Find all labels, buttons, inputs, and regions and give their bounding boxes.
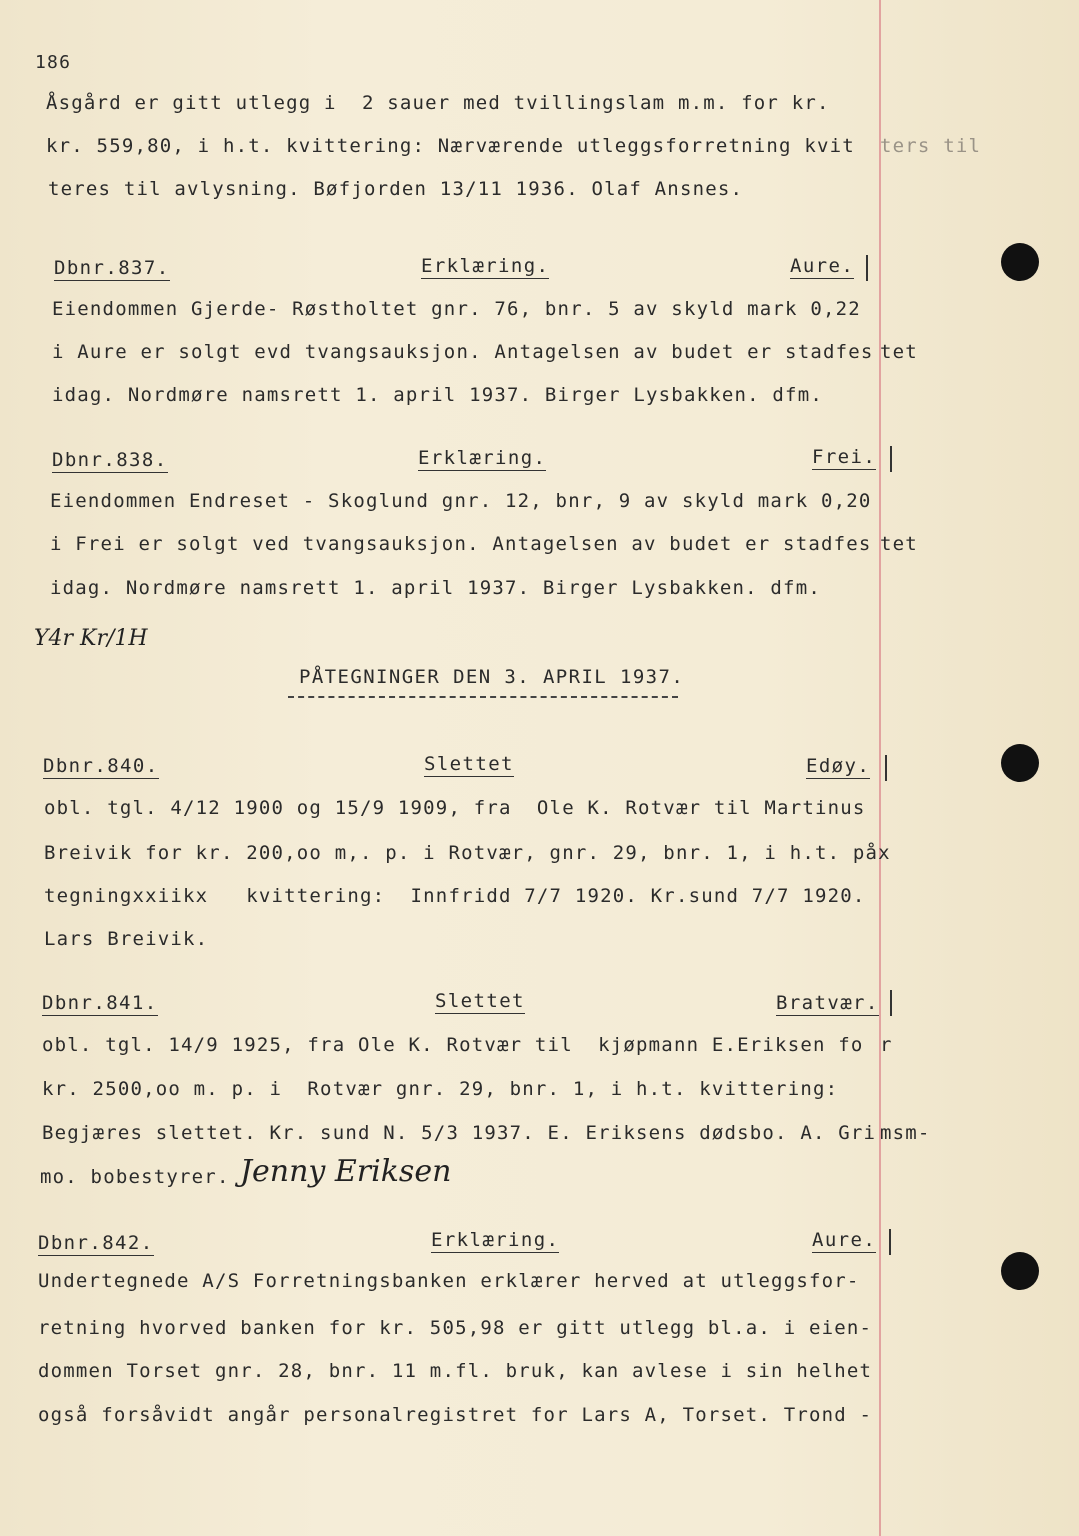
- entry-838-number: Dbnr.838.: [52, 449, 168, 471]
- place-tick: [866, 255, 868, 281]
- entry-838-line-1: Eiendommen Endreset - Skoglund gnr. 12, bnr, 9 av skyld mark 0,20: [50, 490, 872, 512]
- entry-840-line-2: Breivik for kr. 200,oo m,. p. i Rotvær, gnr. 29, bnr. 1, i h.t. påx: [44, 842, 891, 864]
- entry-841-line-4: mo. bobestyrer.: [40, 1166, 230, 1188]
- place-tick: [890, 446, 892, 472]
- entry-841-type: Slettet: [435, 990, 525, 1012]
- entry-842-number: Dbnr.842.: [38, 1232, 154, 1254]
- entry-842-line-3: dommen Torset gnr. 28, bnr. 11 m.fl. bruk, kan avlese i sin helhet: [38, 1360, 873, 1382]
- entry-842-place: Aure.: [812, 1229, 877, 1251]
- entry-838-line-3: idag. Nordmøre namsrett 1. april 1937. Birger Lysbakken. dfm.: [50, 577, 821, 599]
- entry-840-number: Dbnr.840.: [43, 755, 159, 777]
- heading-dashed-rule: [288, 696, 678, 698]
- entry-841-line-2: kr. 2500,oo m. p. i Rotvær gnr. 29, bnr. 1, i h.t. kvittering:: [42, 1078, 839, 1100]
- entry-841-place: Bratvær.: [776, 992, 879, 1014]
- entry-838-place: Frei.: [812, 446, 877, 468]
- entry-842-line-4: også forsåvidt angår personalregistret for Lars A, Torset. Trond -: [38, 1404, 873, 1426]
- intro-line-3: teres til avlysning. Bøfjorden 13/11 1936. Olaf Ansnes.: [48, 178, 744, 200]
- entry-840-type: Slettet: [424, 753, 514, 775]
- entry-841-margin-3: msm-: [880, 1122, 931, 1144]
- section-heading: PÅTEGNINGER DEN 3. APRIL 1937.: [299, 666, 685, 688]
- page-number: 186: [35, 52, 72, 73]
- binder-hole-top: [1001, 243, 1039, 281]
- entry-841-margin-1: r: [880, 1034, 893, 1056]
- place-tick: [889, 1229, 891, 1255]
- entry-841-line-3: Begjæres slettet. Kr. sund N. 5/3 1937. E. Eriksens dødsbo. A. Gri: [42, 1122, 877, 1144]
- margin-rule: [879, 0, 881, 1536]
- entry-837-line-3: idag. Nordmøre namsrett 1. april 1937. Birger Lysbakken. dfm.: [52, 384, 823, 406]
- handwritten-signature: Jenny Eriksen: [240, 1154, 452, 1189]
- entry-840-place: Edøy.: [806, 755, 871, 777]
- binder-hole-bottom: [1001, 1252, 1039, 1290]
- entry-842-type: Erklæring.: [431, 1229, 560, 1251]
- entry-841-number: Dbnr.841.: [42, 992, 158, 1014]
- entry-837-margin: tet: [880, 341, 918, 363]
- intro-line-1: Åsgård er gitt utlegg i 2 sauer med tvillingslam m.m. for kr.: [46, 92, 830, 114]
- entry-837-place: Aure.: [790, 255, 855, 277]
- entry-840-line-3: tegningxxiikx kvittering: Innfridd 7/7 1920. Kr.sund 7/7 1920.: [44, 885, 866, 907]
- entry-842-line-1: Undertegnede A/S Forretningsbanken erklærer herved at utleggsfor-: [38, 1270, 860, 1292]
- entry-840-line-4: Lars Breivik.: [44, 928, 209, 950]
- handwritten-note: Y4r Kr/1H: [34, 626, 148, 651]
- intro-line-2: kr. 559,80, i h.t. kvittering: Nærværende utleggsforretning kvit: [46, 135, 855, 157]
- entry-837-number: Dbnr.837.: [54, 257, 170, 279]
- entry-842-line-2: retning hvorved banken for kr. 505,98 er gitt utlegg bl.a. i eien-: [38, 1317, 873, 1339]
- entry-841-line-1: obl. tgl. 14/9 1925, fra Ole K. Rotvær til kjøpmann E.Eriksen fo: [42, 1034, 864, 1056]
- entry-838-line-2: i Frei er solgt ved tvangsauksjon. Antagelsen av budet er stadfes: [50, 533, 872, 555]
- entry-837-type: Erklæring.: [421, 255, 550, 277]
- place-tick: [885, 755, 887, 781]
- binder-hole-middle: [1001, 744, 1039, 782]
- intro-line-2-margin: ters til: [880, 135, 982, 157]
- entry-840-line-1: obl. tgl. 4/12 1900 og 15/9 1909, fra Ole K. Rotvær til Martinus: [44, 797, 866, 819]
- entry-838-margin: tet: [880, 533, 918, 555]
- entry-838-type: Erklæring.: [418, 447, 547, 469]
- place-tick: [890, 990, 892, 1016]
- entry-837-line-2: i Aure er solgt evd tvangsauksjon. Antagelsen av budet er stadfes: [52, 341, 874, 363]
- entry-837-line-1: Eiendommen Gjerde- Røstholtet gnr. 76, bnr. 5 av skyld mark 0,22: [52, 298, 861, 320]
